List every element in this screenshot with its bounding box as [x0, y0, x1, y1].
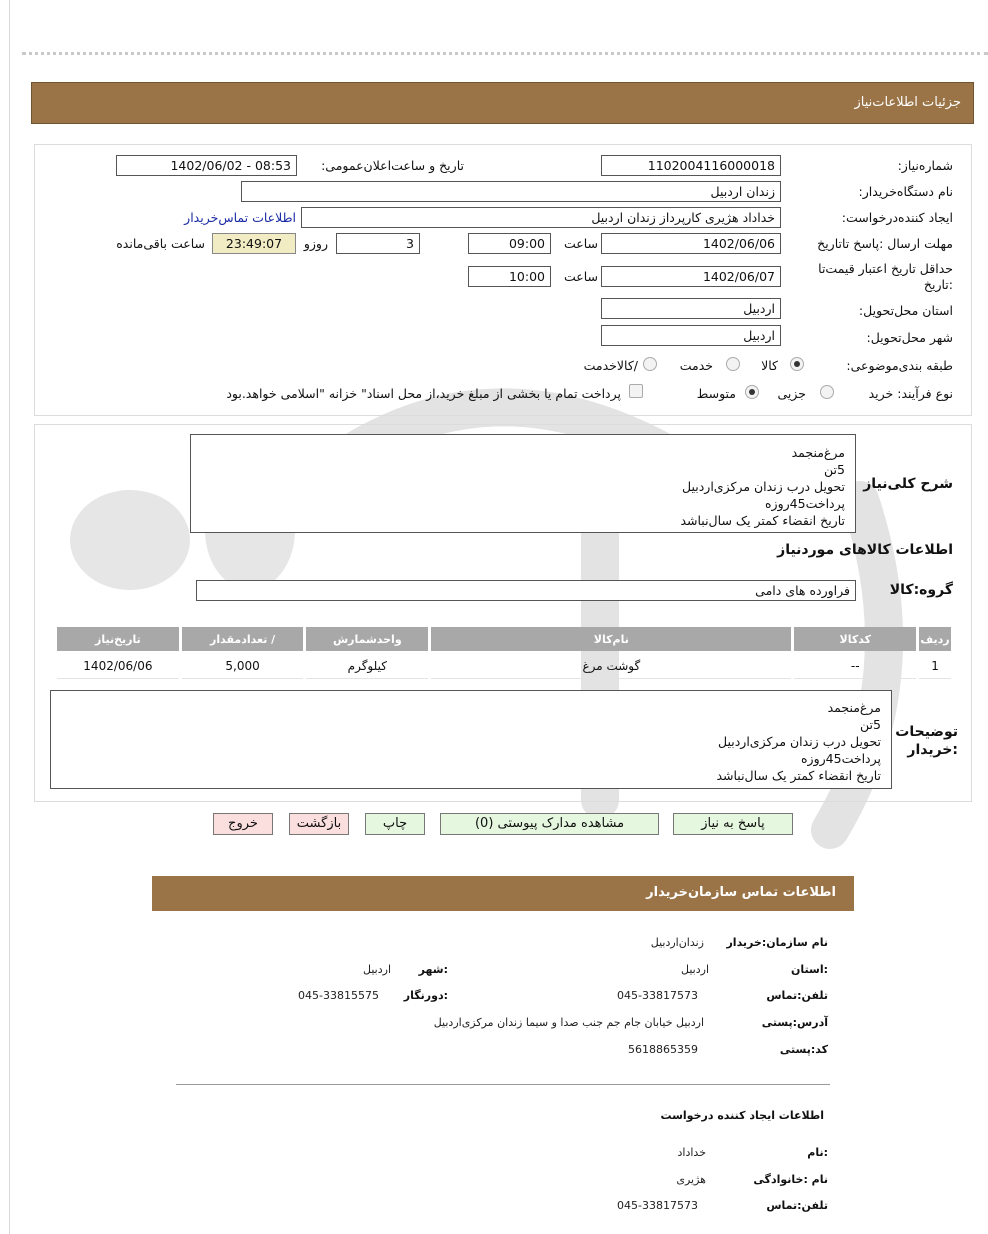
description-textarea — [190, 434, 856, 533]
creator-family-label: نام :خانوادگی — [753, 1173, 828, 1186]
creator-phone-label: تلفن:تماس — [766, 1199, 828, 1212]
contact-address-value: اردبیل خیابان جام جم جنب صدا و سیما زندان مرکزی‌اردبیل — [433, 1016, 704, 1029]
buyer-notes-line: 5تن — [860, 717, 881, 732]
cell-code: -- — [794, 654, 916, 679]
process-radio-medium[interactable] — [745, 385, 759, 399]
col-quantity: / تعدادمقدار — [182, 627, 304, 651]
validity-time-label: ساعت — [563, 269, 598, 284]
process-label: نوع فرآیند: خرید — [868, 386, 953, 401]
category-label: طبقه بندی‌موضوعی: — [846, 358, 953, 373]
reply-button[interactable]: پاسخ به نیاز — [673, 813, 793, 835]
validity-label-line1: حداقل تاریخ اعتبار قیمت‌تا — [818, 261, 953, 276]
cell-need-date: 1402/06/06 — [57, 654, 179, 679]
dotted-divider — [22, 52, 988, 55]
creator-phone-value: 045-33817573 — [617, 1199, 698, 1212]
col-name: نام‌کالا — [431, 627, 791, 651]
goods-group-label: گروه:کالا — [889, 582, 953, 598]
col-row: ردیف — [919, 627, 951, 651]
description-line: 5تن — [824, 462, 845, 477]
contact-phone-label: تلفن:تماس — [766, 989, 828, 1002]
description-label: شرح کلی‌نیاز — [863, 476, 953, 492]
contact-fax-label: :دورنگار — [403, 989, 448, 1002]
treasury-payment-note: پرداخت تمام یا بخشی از مبلغ خرید،از محل اسناد" خزانه "اسلامی خواهد.بود — [226, 386, 621, 401]
category-option-goods-service: /کالاخدمت — [583, 358, 638, 373]
city-label: شهر محل‌تحویل: — [866, 330, 953, 345]
contact-phone-value: 045-33817573 — [617, 989, 698, 1002]
province-label: استان محل‌تحویل: — [858, 303, 953, 318]
buyer-notes-label-line1: توضیحات — [895, 724, 958, 740]
deadline-time-label: ساعت — [563, 236, 598, 251]
contact-section-title: اطلاعات تماس سازمان‌خریدار — [646, 885, 836, 900]
page-header — [31, 82, 974, 124]
contact-city-label: :شهر — [418, 963, 448, 976]
days-label: روزو — [303, 236, 328, 251]
buyer-contact-link[interactable]: اطلاعات تماس‌خریدار — [184, 210, 296, 225]
attachments-button[interactable]: مشاهده مدارک پیوستی (0) — [440, 813, 659, 835]
goods-group-field: فراورده های دامی — [196, 580, 856, 601]
creator-label: ایجاد کننده‌درخواست: — [841, 210, 953, 225]
contact-postal-label: کد:پستی — [779, 1043, 828, 1056]
remaining-time-label: ساعت باقی‌مانده — [116, 236, 205, 251]
treasury-payment-checkbox[interactable] — [629, 384, 643, 398]
buyer-org-field: زندان اردبیل — [241, 181, 781, 202]
process-radio-minor[interactable] — [820, 385, 834, 399]
announce-field: 1402/06/02 - 08:53 — [116, 155, 297, 176]
table-row — [57, 654, 951, 679]
validity-time-field: 10:00 — [468, 266, 551, 287]
description-line: پرداخت45روزه — [765, 496, 845, 511]
contact-province-value: اردبیل — [681, 963, 709, 976]
contact-org-value: زندان‌اردبیل — [650, 936, 704, 949]
goods-table-header — [57, 627, 951, 651]
category-option-service: خدمت — [679, 358, 713, 373]
category-radio-goods-service[interactable] — [643, 357, 657, 371]
col-unit: واحدشمارش — [306, 627, 428, 651]
goods-section-title: اطلاعات کالاهای موردنیاز — [777, 542, 953, 558]
back-button[interactable]: بازگشت — [289, 813, 349, 835]
creator-field: خداداد هژیری کارپرداز زندان اردبیل — [301, 207, 781, 228]
cell-unit: کیلوگرم — [306, 654, 428, 679]
cell-quantity: 5,000 — [182, 654, 304, 679]
province-field: اردبیل — [601, 298, 781, 319]
creator-info-title: اطلاعات ایجاد کننده درخواست — [660, 1109, 824, 1122]
need-number-field: 1102004116000018 — [601, 155, 781, 176]
contact-province-label: :استان — [791, 963, 828, 976]
exit-button[interactable]: خروج — [213, 813, 273, 835]
process-option-medium: متوسط — [696, 386, 736, 401]
creator-name-value: خداداد — [677, 1146, 706, 1159]
category-radio-service[interactable] — [726, 357, 740, 371]
category-radio-goods[interactable] — [790, 357, 804, 371]
left-border-line — [9, 0, 10, 1234]
contact-postal-value: 5618865359 — [628, 1043, 698, 1056]
description-line: تحویل درب زندان مرکزی‌اردبیل — [682, 479, 845, 494]
validity-date-field: 1402/06/07 — [601, 266, 781, 287]
description-line: تاریخ انقضاء کمتر یک سال‌نباشد — [680, 513, 845, 528]
description-line: مرغ‌منجمد — [791, 445, 845, 460]
buyer-notes-line: پرداخت45روزه — [801, 751, 881, 766]
cell-name: گوشت مرغ — [431, 654, 791, 679]
contact-divider — [176, 1084, 830, 1085]
buyer-notes-label-line2: :خریدار — [907, 742, 958, 758]
creator-family-value: هژیری — [676, 1173, 706, 1186]
contact-address-label: آدرس:پستی — [761, 1016, 828, 1029]
process-option-minor: جزیی — [777, 386, 806, 401]
cell-row: 1 — [919, 654, 951, 679]
creator-name-label: :نام — [807, 1146, 828, 1159]
page-header-title: جزئیات اطلاعات‌نیاز — [854, 95, 961, 110]
deadline-time-field: 09:00 — [468, 233, 551, 254]
col-need-date: تاریخ‌نیاز — [57, 627, 179, 651]
announce-label: تاریخ و ساعت‌اعلان‌عمومی: — [321, 158, 464, 173]
contact-section-header — [152, 876, 854, 911]
buyer-org-label: نام دستگاه‌خریدار: — [858, 184, 953, 199]
buyer-notes-line: تحویل درب زندان مرکزی‌اردبیل — [718, 734, 881, 749]
col-code: کدکالا — [794, 627, 916, 651]
validity-label-line2: :تاریخ — [923, 277, 953, 292]
buyer-notes-textarea — [50, 690, 892, 789]
deadline-label: مهلت ارسال :پاسخ تا‌تاریخ — [817, 236, 953, 251]
need-number-label: شماره‌نیاز: — [897, 158, 953, 173]
contact-city-value: اردبیل — [363, 963, 391, 976]
buyer-notes-line: مرغ‌منجمد — [827, 700, 881, 715]
contact-fax-value: 045-33815575 — [298, 989, 379, 1002]
print-button[interactable]: چاپ — [365, 813, 425, 835]
goods-table — [54, 624, 954, 682]
buyer-notes-line: تاریخ انقضاء کمتر یک سال‌نباشد — [716, 768, 881, 783]
days-field: 3 — [336, 233, 420, 254]
contact-org-label: نام سازمان:خریدار — [726, 936, 828, 949]
city-field: اردبیل — [601, 325, 781, 346]
remaining-time-field: 23:49:07 — [212, 233, 296, 254]
category-option-goods: کالا — [761, 358, 778, 373]
deadline-date-field: 1402/06/06 — [601, 233, 781, 254]
